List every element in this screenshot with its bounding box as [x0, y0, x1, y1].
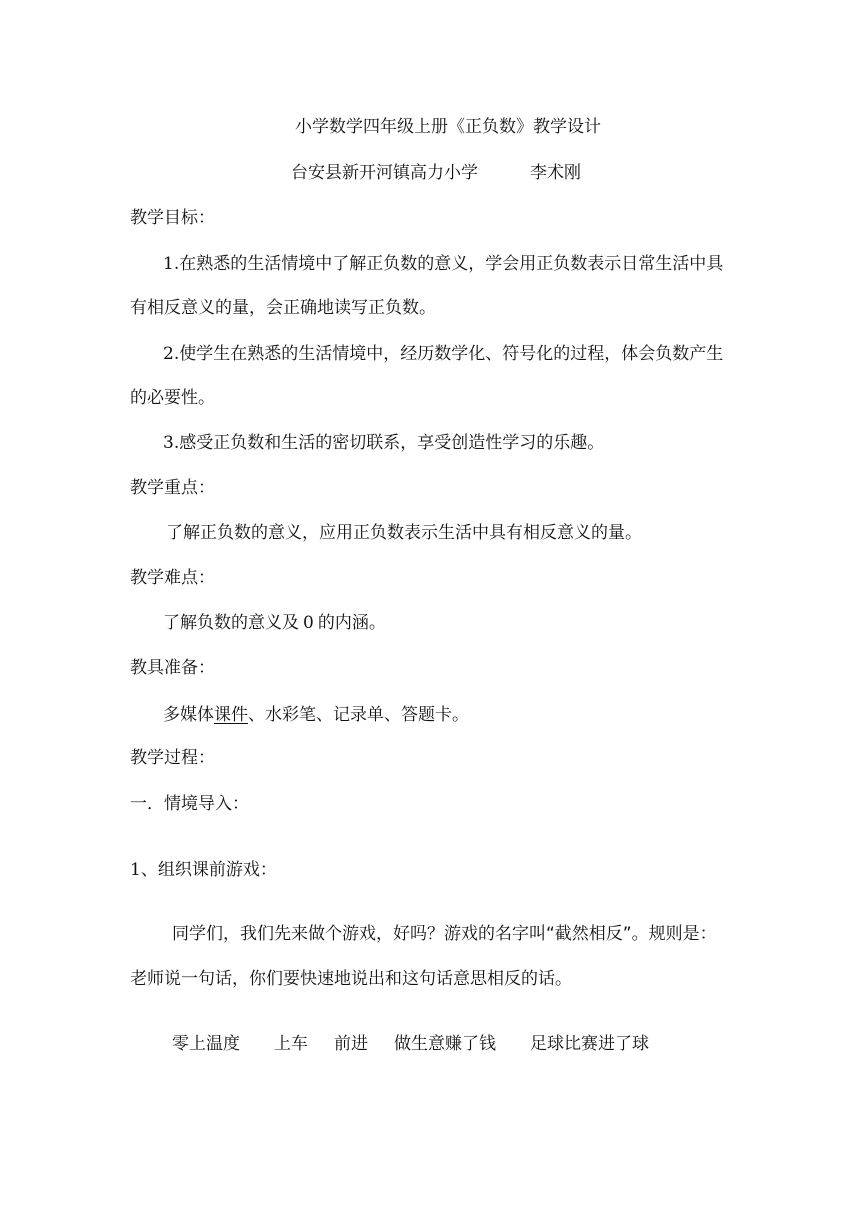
- difficulty-heading: 教学难点：: [130, 568, 215, 588]
- key-point-text: 了解正负数的意义，应用正负数表示生活中具有相反意义的量。: [166, 523, 642, 543]
- document-title: 小学数学四年级上册《正负数》教学设计: [295, 117, 601, 137]
- objective-1-number: 1.: [163, 254, 180, 274]
- difficulty-text-before: 了解负数的意义及: [163, 613, 299, 633]
- objective-2-line2: 的必要性。: [130, 388, 215, 408]
- materials-prefix: 多媒体: [163, 705, 214, 725]
- objective-3: [163, 431, 604, 455]
- phrase-item: 足球比赛进了球: [530, 1034, 649, 1054]
- step-1-number: 1: [130, 860, 141, 880]
- intro-line2: 老师说一句话，你们要快速地说出和这句话意思相反的话。: [130, 969, 572, 989]
- phrase-item: 前进: [334, 1034, 368, 1054]
- objective-2-text: 使学生在熟悉的生活情境中，经历数学化、符号化的过程，体会负数产生: [179, 344, 724, 364]
- section-1-heading: 一．情境导入：: [130, 794, 249, 814]
- materials-heading: 教具准备：: [130, 658, 215, 678]
- courseware-link[interactable]: 课件: [214, 705, 248, 725]
- objective-3-number: 3.: [163, 433, 180, 453]
- materials-text: [163, 703, 469, 727]
- objective-1-line2: 有相反意义的量，会正确地读写正负数。: [130, 298, 436, 318]
- key-point-heading: 教学重点：: [130, 478, 215, 498]
- process-heading: 教学过程：: [130, 748, 215, 768]
- difficulty-text: [163, 611, 386, 635]
- materials-rest: 、水彩笔、记录单、答题卡。: [248, 705, 469, 725]
- intro-line1: 同学们，我们先来做个游戏，好吗？游戏的名字叫“截然相反”。规则是：: [172, 924, 717, 944]
- objectives-heading: 教学目标：: [130, 208, 215, 228]
- author-name: 李术刚: [530, 163, 581, 183]
- objective-3-text: 感受正负数和生活的密切联系，享受创造性学习的乐趣。: [179, 433, 605, 453]
- step-1-heading: [130, 858, 277, 882]
- difficulty-zero: 0: [303, 613, 314, 633]
- phrase-item: 做生意赚了钱: [394, 1034, 496, 1054]
- step-1-text: 、组织课前游戏：: [140, 860, 277, 880]
- phrase-item: 零上温度: [172, 1034, 240, 1054]
- objective-1-text: 在熟悉的生活情境中了解正负数的意义，学会用正负数表示日常生活中具: [179, 254, 724, 274]
- objective-2-number: 2.: [163, 344, 180, 364]
- author-school: 台安县新开河镇高力小学: [291, 163, 478, 183]
- game-phrases: [172, 1032, 649, 1056]
- difficulty-text-after: 的内涵。: [317, 613, 386, 633]
- objective-2-line1: [163, 342, 723, 366]
- objective-1-line1: [163, 252, 723, 276]
- phrase-item: 上车: [274, 1034, 308, 1054]
- author-line: [291, 161, 581, 185]
